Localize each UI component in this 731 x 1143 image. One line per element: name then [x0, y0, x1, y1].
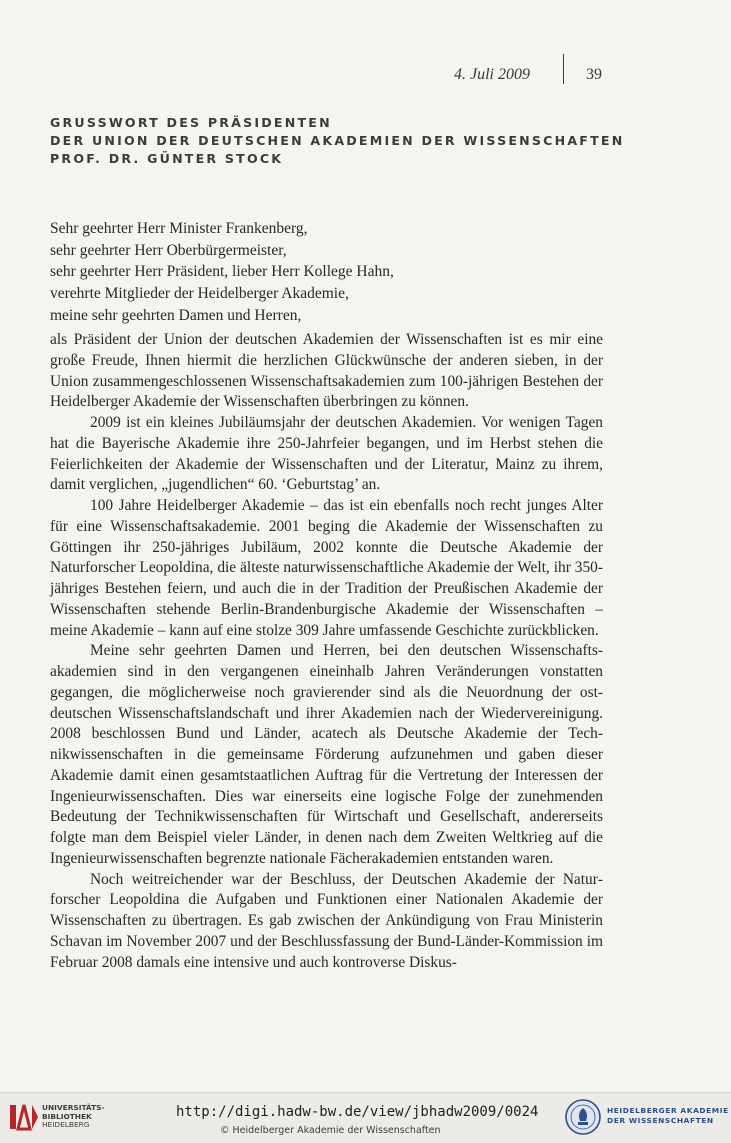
- academy-name: [607, 1106, 729, 1126]
- salutation-line: sehr geehrter Herr Präsident, lieber Herr Kollege Hahn,: [50, 263, 394, 281]
- paragraph: 2009 ist ein kleines Jubiläumsjahr der deutschen Akademien. Vor wenigen Tagen hat die Bayerische Akademie ihre 250-Jahrfeier begangen, und im Herbst stehen die Feierlichkeiten der Akademie der Wissenschaften und der Literatur, Mainz zu ihrem, damit verglichen, „jugendlichen“ 60. ‘Geburtstag’ an.: [50, 414, 603, 494]
- heading-line-2: DER UNION DER DEUTSCHEN AKADEMIEN DER WISSENSCHAFTEN: [50, 133, 625, 148]
- academy-name-line-2: DER WISSENSCHAFTEN: [607, 1116, 714, 1125]
- paragraph: 100 Jahre Heidelberger Akademie – das ist ein ebenfalls noch recht junges Alter für eine Wissenschaftsakademie. 2001 beging die Akademie der Wissenschaften zu Göttingen ihr 250-jähriges Jubiläum, 2002 konnte die Deutsche Akademie der Naturforscher Leopoldina, die älteste naturwissenschaftliche Akademie der Welt, ihr 350-jähriges Bestehen feiern, und auch die in der Tradition der Preußischen Akademie der Wissenschaften stehende Berlin-Brandenburgische Akademie der Wissenschaften – meine Akademie – kann auf eine stolze 309 Jahre umfassende Geschichte zurückblicken.: [50, 497, 603, 639]
- body-text: [50, 330, 603, 973]
- running-head-date: 4. Juli 2009: [454, 66, 530, 83]
- academy-name-line-1: HEIDELBERGER AKADEMIE: [607, 1106, 729, 1115]
- paragraph: Noch weitreichender war der Beschluss, der Deutschen Akademie der Naturforscher Leopoldina die Aufgaben und Funktionen einer Nationalen Akademie der Wissenschaften zu übertragen. Es gab zwischen der Ankündigung von Frau Ministerin Schavan im November 2007 und der Beschlussfassung der Bund-Länder-Kommission im Februar 2008 damals eine intensive und auch kontroverse Diskus-: [50, 870, 603, 971]
- salutation-line: sehr geehrter Herr Oberbürgermeister,: [50, 241, 287, 259]
- paragraph: Meine sehr geehrten Damen und Herren, bei den deutschen Wissenschaftsakademien sind in den vergangenen eineinhalb Jahren Veränderungen vonstatten gegangen, die möglicherweise noch gravierender sind als die Neuordnung der ostdeutschen Wissenschaftslandschaft und ihrer Akademien nach der Wiedervereinigung. 2008 beschlossen Bund und Länder, acatech als Deutsche Akademie der Technikwissenschaften in die gemeinsame Förderung aufzunehmen und gaben dieser Akademie damit einen gesamtstaatlichen Auftrag für die Vertretung der Interessen der Ingenieurwissenschaften. Dies war einerseits eine logische Folge der zunehmenden Bedeutung der Technikwissenschaften für Wirtschaft und Gesellschaft, andererseits folgte man dem Beispiel vieler Länder, in denen nach dem Zweiten Weltkrieg auf die Ingenieurwissenschaften begrenzte nationale Fächerakademien entstanden waren.: [50, 642, 603, 867]
- heading-line-3: PROF. DR. GÜNTER STOCK: [50, 151, 284, 166]
- hadw-seal-icon[interactable]: [564, 1098, 602, 1136]
- paragraph: als Präsident der Union der deutschen Akademien der Wissenschaften ist es mir eine große Freude, Ihnen hiermit die herzlichen Glückwünsche der anderen sieben, in der Union zusammengeschlossenen Wissenschaftsakademien zum 100-jährigen Bestehen der Heidelberger Akademie der Wissenschaften überbringen zu können.: [50, 331, 603, 411]
- section-heading: [50, 114, 625, 168]
- salutation-line: meine sehr geehrten Damen und Herren,: [50, 306, 302, 324]
- permalink-url[interactable]: http://digi.hadw-bw.de/view/jbhadw2009/0024: [176, 1104, 539, 1120]
- copyright-notice: © Heidelberger Akademie der Wissenschaften: [220, 1125, 441, 1136]
- running-head-separator: [563, 54, 564, 84]
- salutation-line: verehrte Mitglieder der Heidelberger Akademie,: [50, 285, 349, 303]
- ub-heidelberg-logo-icon[interactable]: [8, 1101, 40, 1133]
- heading-line-1: GRUSSWORT DES PRÄSIDENTEN: [50, 115, 332, 130]
- page-number: 39: [586, 66, 602, 83]
- footer-bar: [0, 1092, 731, 1143]
- salutation: [50, 218, 610, 327]
- library-name: [42, 1104, 105, 1130]
- running-head: [420, 66, 600, 90]
- library-city: HEIDELBERG: [42, 1120, 90, 1130]
- salutation-line: Sehr geehrter Herr Minister Frankenberg,: [50, 220, 308, 237]
- library-name-line-1: UNIVERSITÄTS-: [42, 1103, 105, 1112]
- library-name-line-2: BIBLIOTHEK: [42, 1111, 92, 1121]
